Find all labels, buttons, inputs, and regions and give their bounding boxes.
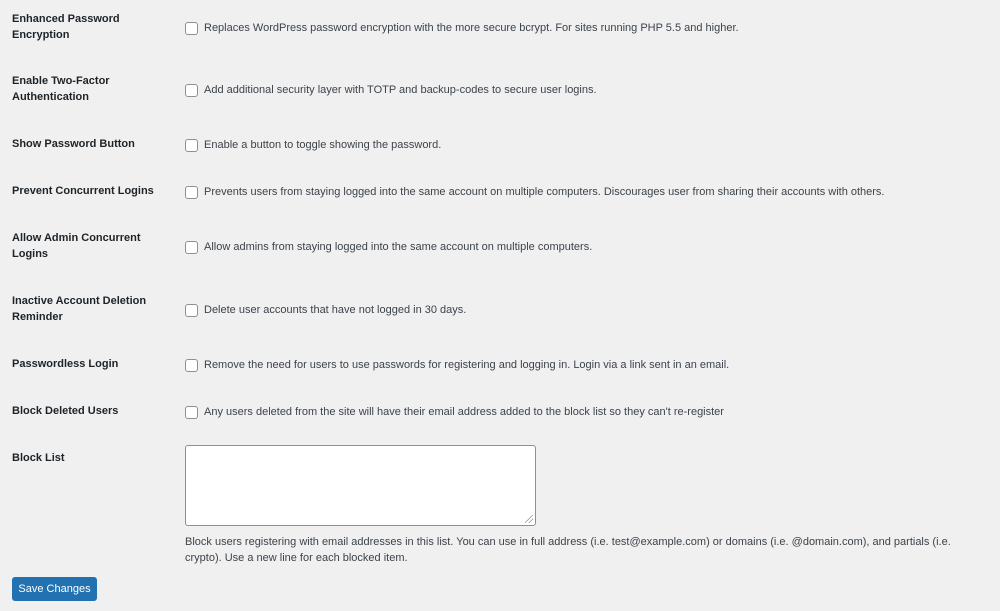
setting-description: Add additional security layer with TOTP and backup-codes to secure user logins. xyxy=(204,84,597,96)
setting-description: Enable a button to toggle showing the password. xyxy=(204,139,442,151)
setting-label: Block Deleted Users xyxy=(12,405,119,417)
setting-description: Prevents users from staying logged into the same account on multiple computers. Discourages user from sharing their accounts with others. xyxy=(204,186,885,198)
setting-description: Allow admins from staying logged into the same account on multiple computers. xyxy=(204,241,593,253)
setting-description: Delete user accounts that have not logged in 30 days. xyxy=(204,304,467,316)
inactive-account-deletion-reminder-checkbox[interactable] xyxy=(185,304,198,317)
resize-handle-icon[interactable] xyxy=(525,515,533,523)
setting-label: Allow Admin Concurrent Logins xyxy=(12,232,141,260)
setting-label: Show Password Button xyxy=(12,138,135,150)
setting-label: Passwordless Login xyxy=(12,358,119,370)
save-changes-button[interactable]: Save Changes xyxy=(12,577,97,601)
block-deleted-users-checkbox[interactable] xyxy=(185,406,198,419)
setting-label: Inactive Account Deletion Reminder xyxy=(12,295,147,323)
block-list-textarea[interactable] xyxy=(185,445,536,526)
setting-label: Prevent Concurrent Logins xyxy=(12,185,154,197)
passwordless-login-checkbox[interactable] xyxy=(185,359,198,372)
setting-label: Enhanced Password Encryption xyxy=(12,13,120,41)
setting-label: Enable Two-Factor Authentication xyxy=(12,75,110,103)
prevent-concurrent-logins-checkbox[interactable] xyxy=(185,186,198,199)
enhanced-password-encryption-checkbox[interactable] xyxy=(185,22,198,35)
setting-description: Remove the need for users to use passwords for registering and logging in. Login via a link sent in an email. xyxy=(204,359,730,371)
block-list-label: Block List xyxy=(12,452,65,464)
two-factor-authentication-checkbox[interactable] xyxy=(185,84,198,97)
setting-description: Any users deleted from the site will have their email address added to the block list so they can't re-register xyxy=(204,406,724,418)
block-list-help-text: Block users registering with email addresses in this list. You can use in full address (i.e. test@example.com) or domains (i.e. @domain.com), and partials (i.e. crypto). Use a new line for each blocked item. xyxy=(185,536,951,564)
allow-admin-concurrent-logins-checkbox[interactable] xyxy=(185,241,198,254)
show-password-button-checkbox[interactable] xyxy=(185,139,198,152)
setting-description: Replaces WordPress password encryption with the more secure bcrypt. For sites running PHP 5.5 and higher. xyxy=(204,22,739,34)
